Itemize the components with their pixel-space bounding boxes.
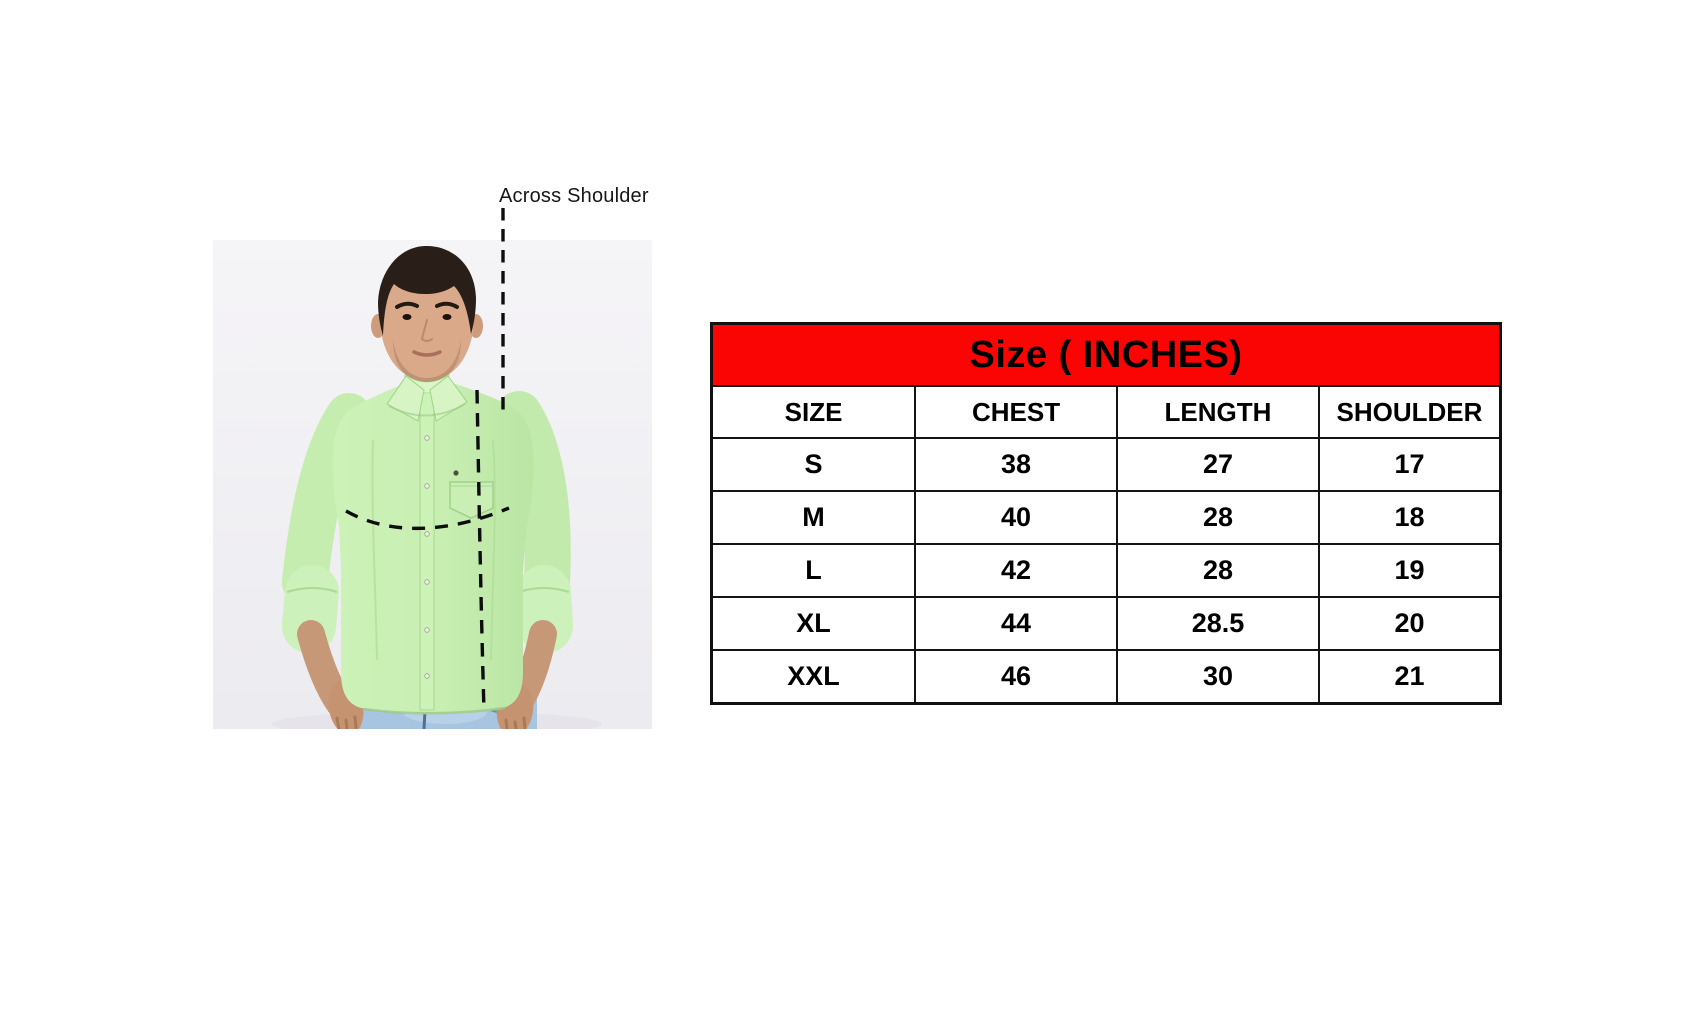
col-header-chest: CHEST (915, 386, 1117, 438)
cell-shoulder: 21 (1319, 650, 1501, 704)
across-shoulder-label: Across Shoulder (499, 185, 649, 207)
cell-shoulder: 18 (1319, 491, 1501, 544)
col-header-shoulder: SHOULDER (1319, 386, 1501, 438)
cell-chest: 46 (915, 650, 1117, 704)
table-row-l (712, 544, 1501, 597)
cell-chest: 38 (915, 438, 1117, 491)
cell-length: 28 (1117, 544, 1319, 597)
cell-size: XL (712, 597, 916, 650)
cell-size: S (712, 438, 916, 491)
cell-length: 27 (1117, 438, 1319, 491)
cell-length: 30 (1117, 650, 1319, 704)
model-photo (213, 240, 652, 729)
size-chart-header-row (712, 386, 1501, 438)
cell-shoulder: 20 (1319, 597, 1501, 650)
col-header-size: SIZE (712, 386, 916, 438)
table-row-xl (712, 597, 1501, 650)
table-row-s (712, 438, 1501, 491)
size-chart-title: Size ( INCHES) (712, 324, 1501, 387)
cell-chest: 44 (915, 597, 1117, 650)
cell-length: 28.5 (1117, 597, 1319, 650)
cell-shoulder: 17 (1319, 438, 1501, 491)
cell-length: 28 (1117, 491, 1319, 544)
size-chart-table (710, 322, 1502, 705)
size-chart-title-row (712, 324, 1501, 387)
cell-size: L (712, 544, 916, 597)
cell-chest: 40 (915, 491, 1117, 544)
cell-chest: 42 (915, 544, 1117, 597)
table-row-m (712, 491, 1501, 544)
cell-size: M (712, 491, 916, 544)
cell-shoulder: 19 (1319, 544, 1501, 597)
table-row-xxl (712, 650, 1501, 704)
button-placket (420, 390, 434, 710)
col-header-length: LENGTH (1117, 386, 1319, 438)
cell-size: XXL (712, 650, 916, 704)
